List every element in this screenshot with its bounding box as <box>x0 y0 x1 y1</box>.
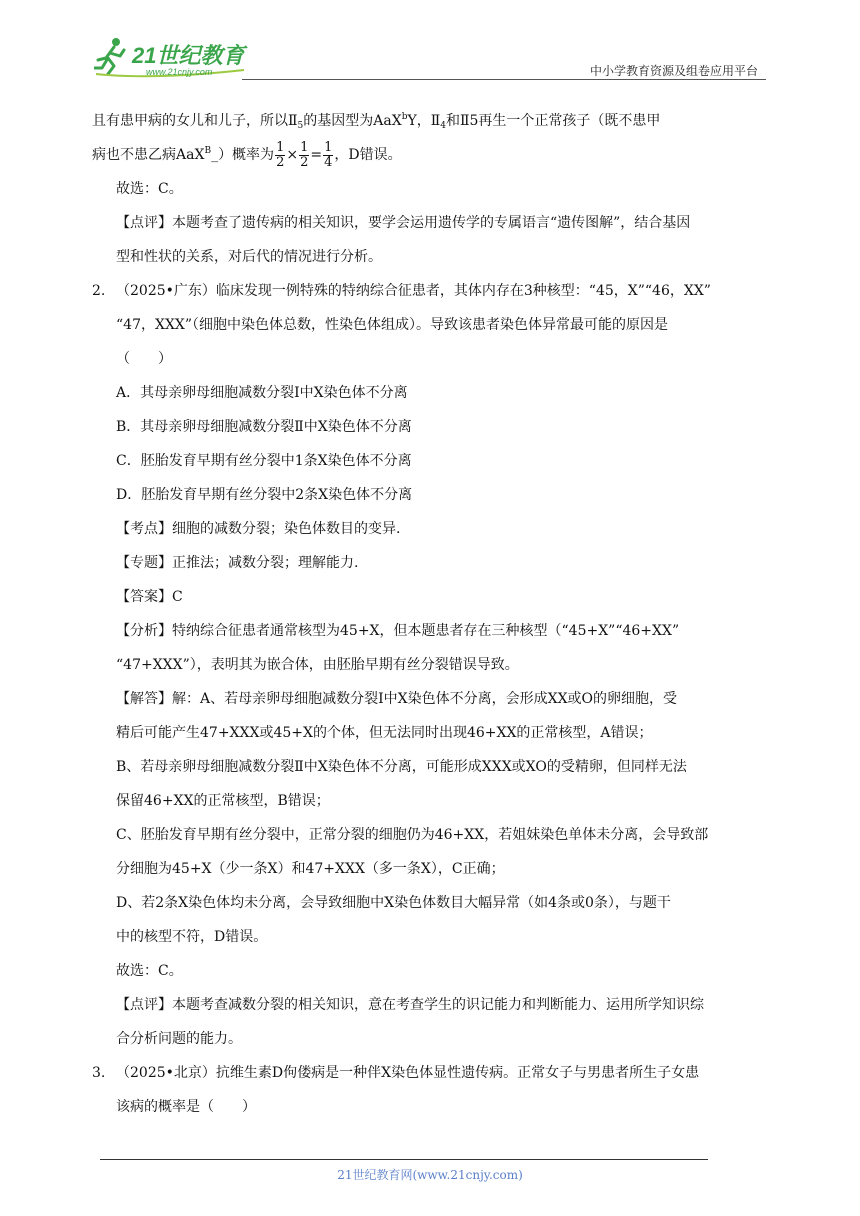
q1-analysis-line-2: 病也不患乙病AaX$^B$_）概率为 $\frac{1}{2}$ × $\frac{1}{2}$ = $\frac{1}{4}$ ，D错误。 <box>92 139 402 170</box>
q1-analysis-line-1: 且有患甲病的女儿和儿子，所以$Ⅱ_5$的基因型为AaX$^b$Y，$Ⅱ_4$和Ⅱ5再生一个正常孩子（既不患甲 <box>92 112 661 131</box>
q2-stem-line-2: “47，XXX”（细胞中染色体总数，性染色体组成）。导致该患者染色体异常最可能的原因是 <box>116 317 669 333</box>
q3-stem-line-1: 3. （2025•北京）抗维生素D佝偻病是一种伴X染色体显性遗传病。正常女子与男患者所生子女患 <box>92 1056 768 1090</box>
header-platform-name: 中小学教育资源及组卷应用平台 <box>589 64 758 78</box>
q2-solution-line-4: 保留46+XX的正常核型，B错误； <box>116 793 330 809</box>
q2-solution-line-3: B、若母亲卵母细胞减数分裂Ⅱ中X染色体不分离，可能形成XXX或XO的受精卵，但同样无法 <box>116 759 687 775</box>
q2-review-line-1: 【点评】本题考查减数分裂的相关知识，意在考查学生的识记能力和判断能力、运用所学知识综 <box>116 997 704 1013</box>
page-header <box>94 36 766 80</box>
logo-text: 21世纪教育 <box>132 43 245 68</box>
q2-number: 2. <box>92 283 106 299</box>
q2-analysis-line-2: “47+XXX”），表明其为嵌合体，由胚胎早期有丝分裂错误导致。 <box>116 657 519 673</box>
logo-url: www.21cnjy.com <box>146 67 213 77</box>
q2-choose: 故选：C。 <box>116 963 183 979</box>
q2-solution-line-2: 精后可能产生47+XXX或45+X的个体，但无法同时出现46+XX的正常核型，A错误； <box>116 725 653 741</box>
q2-kaodian: 【考点】细胞的减数分裂；染色体数目的变异. <box>116 521 401 537</box>
q1-review-line-1: 【点评】本题考查了遗传病的相关知识，要学会运用遗传学的专属语言“遗传图解”，结合基因 <box>116 215 691 231</box>
logo-21cnjy-icon <box>94 36 294 80</box>
q2-solution-line-7: D、若2条X染色体均未分离，会导致细胞中X染色体数目大幅异常（如4条或0条），与题干 <box>116 895 671 911</box>
q2-option-c: C．胚胎发育早期有丝分裂中1条X染色体不分离 <box>116 453 412 469</box>
q2-zhuanti: 【专题】正推法；减数分裂；理解能力. <box>116 555 359 571</box>
document-body <box>92 104 768 1124</box>
q2-review-line-2: 合分析问题的能力。 <box>116 1031 242 1047</box>
footer-site-link[interactable]: 21世纪教育网(www.21cnjy.com) <box>337 1168 523 1182</box>
q2-option-d: D．胚胎发育早期有丝分裂中2条X染色体不分离 <box>116 487 413 503</box>
q1-choose: 故选：C。 <box>116 181 183 197</box>
q2-option-b: B．其母亲卵母细胞减数分裂Ⅱ中X染色体不分离 <box>116 419 412 435</box>
q2-solution-line-6: 分细胞为45+X（少一条X）和47+XXX（多一条X），C正确； <box>116 861 505 877</box>
q2-stem-line-3: （ ） <box>116 351 172 367</box>
footer-divider <box>100 1159 708 1160</box>
header-divider <box>242 79 766 80</box>
q1-review-line-2: 型和性状的关系，对后代的情况进行分析。 <box>116 249 382 265</box>
q2-solution-line-1: 【解答】解：A、若母亲卵母细胞减数分裂Ⅰ中X染色体不分离，会形成XX或O的卵细胞，受 <box>116 691 678 707</box>
q3-stem-line-2: 该病的概率是（ ） <box>116 1099 256 1115</box>
q2-stem-line-1: 2. （2025•广东）临床发现一例特殊的特纳综合征患者，其体内存在3种核型：“45，X”“46，XX” <box>92 274 768 308</box>
q2-analysis-line-1: 【分析】特纳综合征患者通常核型为45+X，但本题患者存在三种核型（“45+X”“46+XX” <box>116 623 680 639</box>
q3-number: 3. <box>92 1065 106 1081</box>
q2-solution-line-8: 中的核型不符，D错误。 <box>116 929 268 945</box>
fraction-3: $\frac{1}{4}$ <box>324 139 333 170</box>
q2-solution-line-5: C、胚胎发育早期有丝分裂中，正常分裂的细胞仍为46+XX，若姐妹染色单体未分离，会导致部 <box>116 827 709 843</box>
fraction-1: $\frac{1}{2}$ <box>276 139 285 170</box>
q2-option-a: A．其母亲卵母细胞减数分裂Ⅰ中X染色体不分离 <box>116 385 408 401</box>
fraction-2: $\frac{1}{2}$ <box>300 139 309 170</box>
q2-answer: 【答案】C <box>116 589 183 605</box>
